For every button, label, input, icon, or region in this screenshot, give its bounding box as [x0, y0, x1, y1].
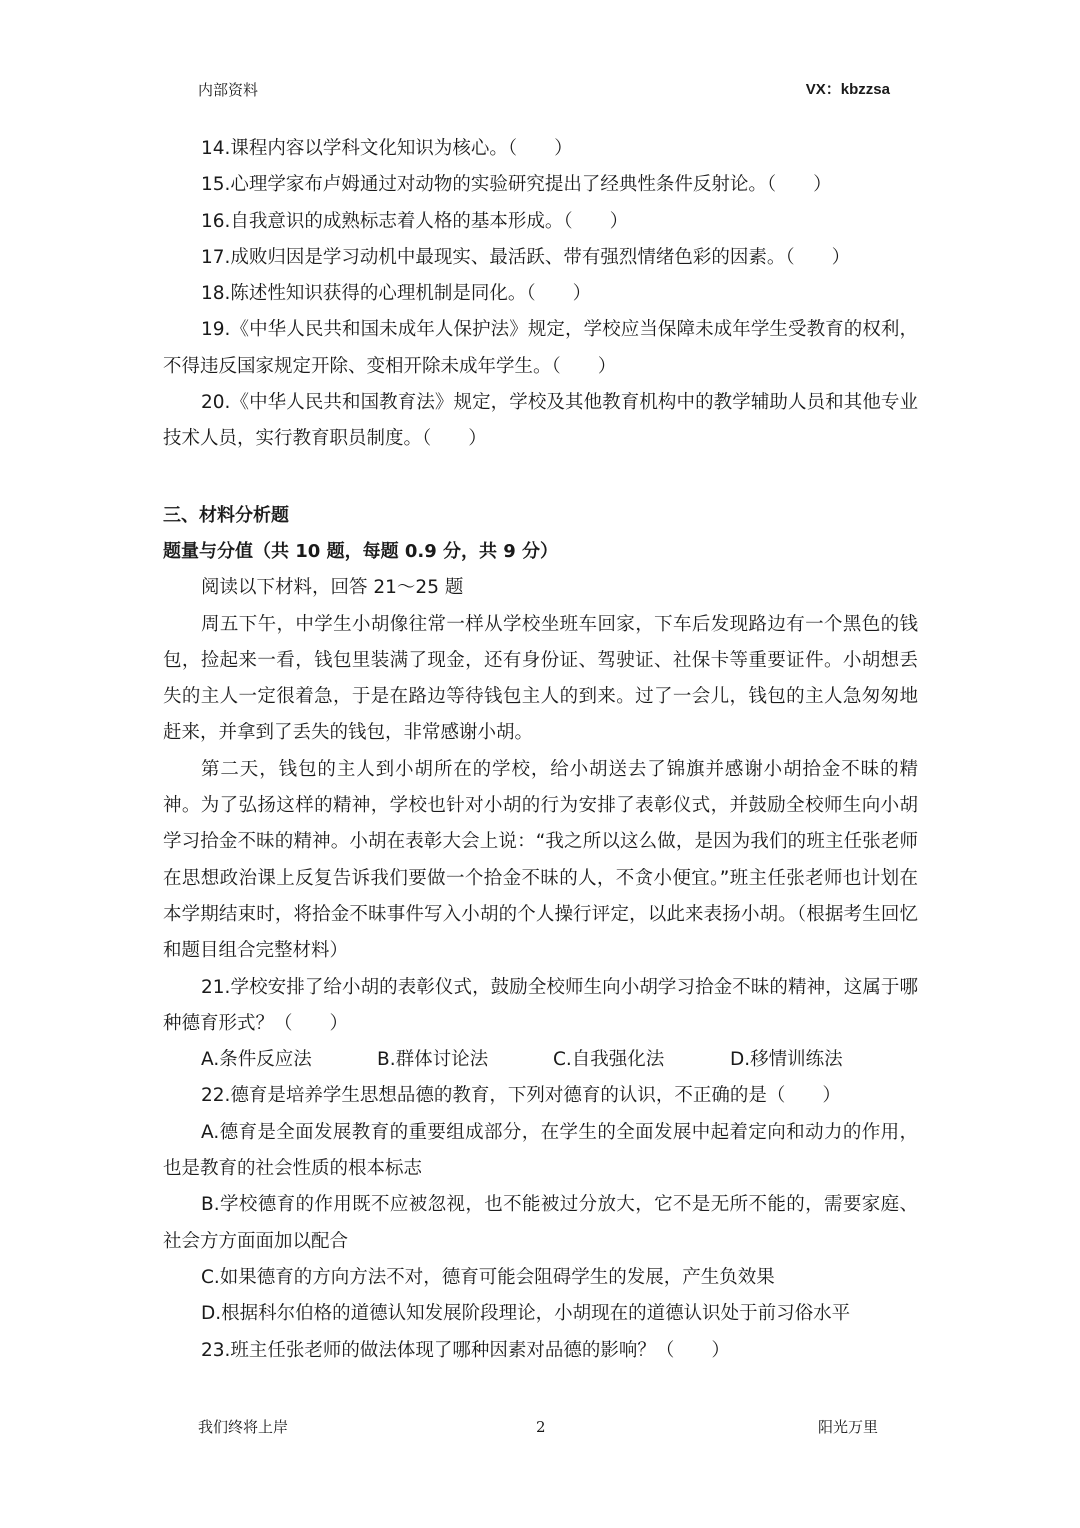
option-d: D.移情训练法	[730, 1049, 843, 1071]
page-content	[163, 131, 918, 1369]
option-b: B.群体讨论法	[377, 1049, 489, 1071]
question-16: 16.自我意识的成熟标志着人格的基本形成。（ ）	[201, 210, 629, 232]
section-spacer	[163, 458, 918, 498]
question-21: 21.学校安排了给小胡的表彰仪式，鼓励全校师生向小胡学习拾金不昧的精神，这属于哪种德育形式？（ ）	[163, 976, 918, 1034]
footer-left-label: 我们终将上岸	[198, 1418, 289, 1436]
question-22-option-d: D.根据科尔伯格的道德认知发展阶段理论，小胡现在的道德认识处于前习俗水平	[201, 1303, 851, 1325]
material-intro: 阅读以下材料，回答 21～25 题	[201, 577, 464, 599]
question-23: 23.班主任张老师的做法体现了哪种因素对品德的影响？（ ）	[201, 1339, 730, 1361]
option-c: C.自我强化法	[553, 1049, 665, 1071]
question-22-option-b: B.学校德育的作用既不应被忽视，也不能被过分放大，它不是无所不能的，需要家庭、社会方方面面加以配合	[163, 1194, 918, 1252]
section-title: 三、材料分析题	[163, 504, 289, 526]
material-paragraph-1: 周五下午，中学生小胡像往常一样从学校坐班车回家，下车后发现路边有一个黑色的钱包，捡起来一看，钱包里装满了现金，还有身份证、驾驶证、社保卡等重要证件。小胡想丢失的主人一定很着急，于是在路边等待钱包主人的到来。过了一会儿，钱包的主人急匆匆地赶来，并拿到了丢失的钱包，非常感谢小胡。	[163, 613, 918, 744]
option-a: A.条件反应法	[201, 1049, 312, 1071]
header-left-label: 内部资料	[198, 81, 259, 99]
question-14: 14.课程内容以学科文化知识为核心。（ ）	[201, 138, 573, 159]
question-17: 17.成败归因是学习动机中最现实、最活跃、带有强烈情绪色彩的因素。（ ）	[201, 246, 851, 268]
question-20: 20.《中华人民共和国教育法》规定，学校及其他教育机构中的教学辅助人员和其他专业技术人员，实行教育职员制度。（ ）	[163, 392, 918, 450]
question-19: 19.《中华人民共和国未成年人保护法》规定，学校应当保障未成年学生受教育的权利，不得违反国家规定开除、变相开除未成年学生。（ ）	[163, 319, 918, 377]
question-15: 15.心理学家布卢姆通过对动物的实验研究提出了经典性条件反射论。（ ）	[201, 174, 832, 196]
header-right-label: VX：kbzzsa	[805, 81, 890, 98]
footer-right-label: 阳光万里	[818, 1418, 879, 1436]
page-number: 2	[536, 1418, 546, 1436]
question-18: 18.陈述性知识获得的心理机制是同化。（ ）	[201, 283, 592, 305]
question-22-option-c: C.如果德育的方向方法不对，德育可能会阻碍学生的发展，产生负效果	[201, 1266, 775, 1288]
question-21-options	[163, 1042, 918, 1078]
question-22: 22.德育是培养学生思想品德的教育，下列对德育的认识，不正确的是（ ）	[201, 1085, 841, 1107]
section-subtitle: 题量与分值（共 10 题，每题 0.9 分，共 9 分）	[163, 540, 559, 562]
question-22-option-a: A.德育是全面发展教育的重要组成部分，在学生的全面发展中起着定向和动力的作用，也是教育的社会性质的根本标志	[163, 1121, 918, 1180]
material-paragraph-2: 第二天，钱包的主人到小胡所在的学校，给小胡送去了锦旗并感谢小胡拾金不昧的精神。为了弘扬这样的精神，学校也针对小胡的行为安排了表彰仪式，并鼓励全校师生向小胡学习拾金不昧的精神。小胡在表彰大会上说：“我之所以这么做，是因为我们的班主任张老师在思想政治课上反复告诉我们要做一个拾金不昧的人，不贪小便宜。”班主任张老师也计划在本学期结束时，将拾金不昧事件写入小胡的个人操行评定，以此来表扬小胡。（根据考生回忆和题目组合完整材料）	[163, 758, 918, 962]
